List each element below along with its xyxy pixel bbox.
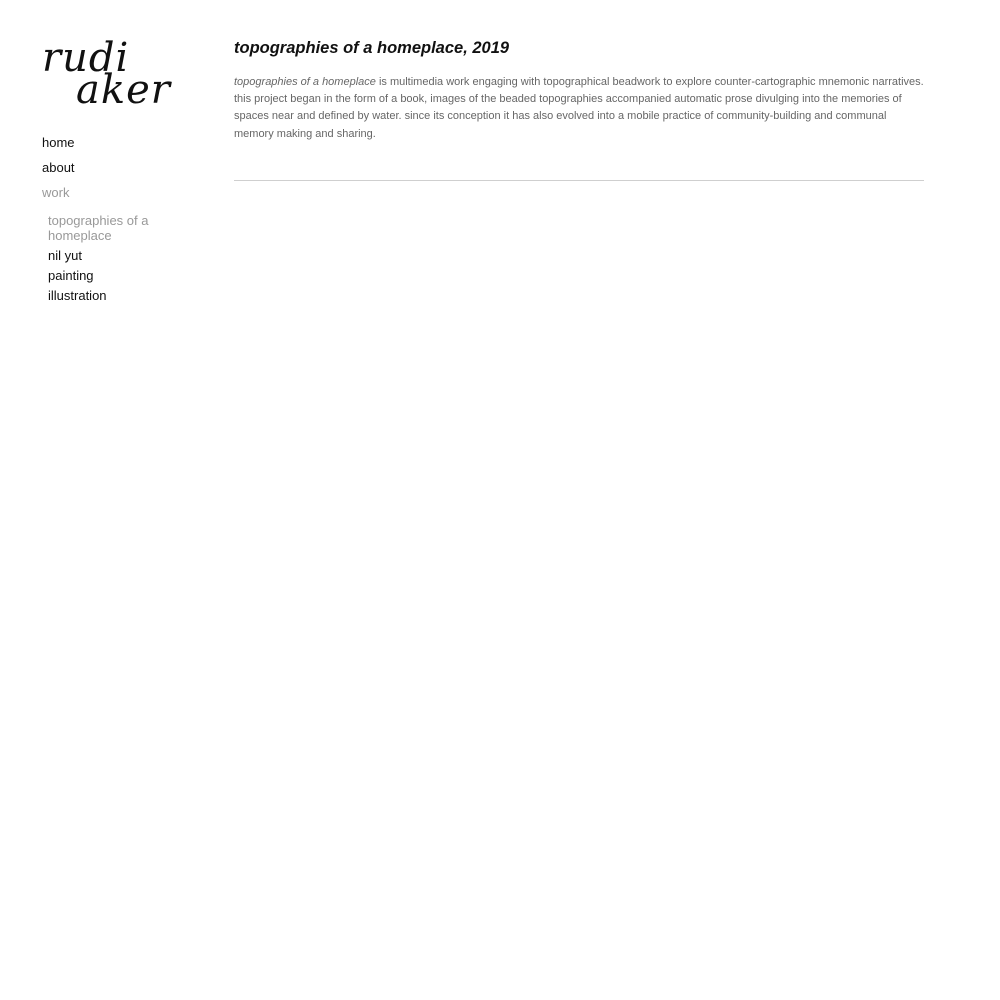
subnav-illustration[interactable]: illustration xyxy=(48,288,107,303)
nav-about[interactable]: about xyxy=(42,160,75,175)
subnav-nil-yut[interactable]: nil yut xyxy=(48,248,82,263)
site-logo[interactable] xyxy=(42,35,171,113)
main-content xyxy=(234,38,924,143)
subnav-painting[interactable]: painting xyxy=(48,268,94,283)
page-title: topographies of a homeplace, 2019 xyxy=(234,39,510,57)
description-body: is multimedia work engaging with topographical beadwork to explore counter-cartographic mnemonic narratives. this project began in the form of a book, images of the beaded topographies accompanied automatic prose divulging into the memories of spaces near and defined by water. since its conception it has also evolved into a mobile practice of community-building and communal memory making and sharing. xyxy=(234,76,924,140)
subnav-topographies-of-a-homeplace[interactable]: topographies of a homeplace xyxy=(48,213,149,243)
description-italic-title: topographies of a homeplace xyxy=(234,76,376,88)
sidebar xyxy=(42,35,202,303)
logo-line-1: rudi xyxy=(42,35,130,81)
nav-work[interactable]: work xyxy=(42,185,70,200)
logo-line-2: aker xyxy=(76,67,171,113)
project-description xyxy=(234,74,924,143)
content-divider xyxy=(234,180,924,181)
nav-home[interactable]: home xyxy=(42,135,75,150)
